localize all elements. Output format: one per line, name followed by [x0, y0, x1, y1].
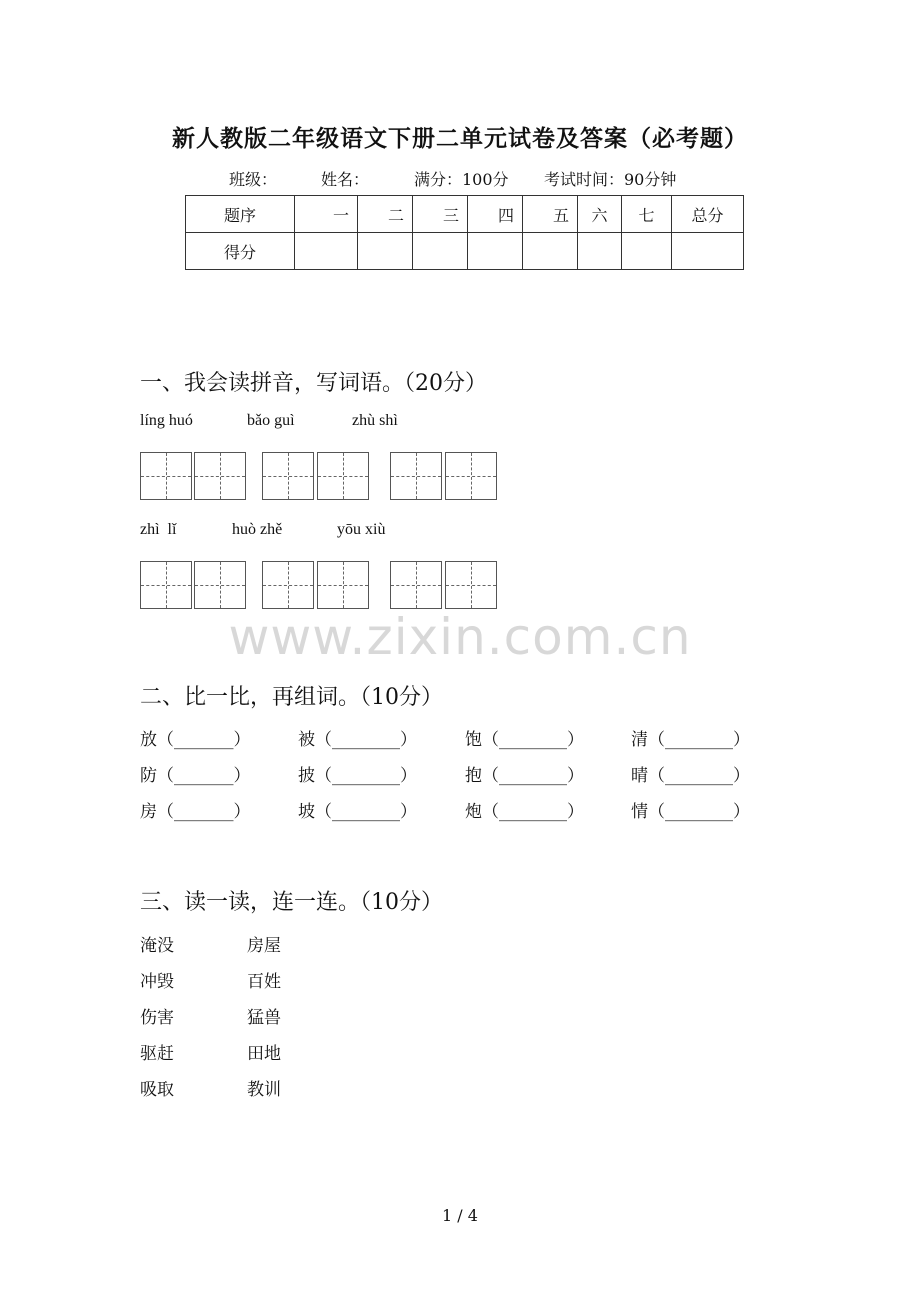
match-left-item[interactable]: 淹没: [140, 936, 174, 956]
section3-heading: 三、读一读，连一连。（10分）: [140, 890, 443, 915]
writing-grid-box[interactable]: [194, 561, 246, 609]
header-cell: 四: [468, 196, 523, 233]
compare-item[interactable]: 防（_______）: [140, 766, 251, 786]
section1-heading: 一、我会读拼音，写词语。（20分）: [140, 371, 487, 396]
compare-item[interactable]: 抱（________）: [465, 766, 584, 786]
writing-grid-box[interactable]: [194, 452, 246, 500]
score-cell[interactable]: [468, 233, 523, 270]
compare-item[interactable]: 被（________）: [298, 730, 417, 750]
compare-item[interactable]: 晴（________）: [631, 766, 750, 786]
header-cell: 题序: [186, 196, 295, 233]
writing-grid-box[interactable]: [317, 561, 369, 609]
compare-item[interactable]: 房（_______）: [140, 802, 251, 822]
section2-heading: 二、比一比，再组词。（10分）: [140, 685, 443, 710]
score-table-score-row: [186, 233, 744, 270]
pinyin-label: zhì lǐ: [140, 521, 177, 538]
writing-grid-box[interactable]: [445, 561, 497, 609]
header-cell: 一: [295, 196, 358, 233]
writing-grid-box[interactable]: [262, 561, 314, 609]
score-cell[interactable]: [622, 233, 672, 270]
score-cell[interactable]: [672, 233, 744, 270]
match-left-item[interactable]: 驱赶: [140, 1044, 174, 1064]
page-title: 新人教版二年级语文下册二单元试卷及答案（必考题）: [172, 125, 748, 152]
writing-grid-box[interactable]: [390, 561, 442, 609]
match-right-item[interactable]: 田地: [247, 1044, 281, 1064]
match-left-item[interactable]: 伤害: [140, 1008, 174, 1028]
header-cell: 三: [413, 196, 468, 233]
writing-grid-box[interactable]: [390, 452, 442, 500]
writing-grid-box[interactable]: [317, 452, 369, 500]
pinyin-label: líng huó: [140, 412, 193, 429]
writing-grid-box[interactable]: [140, 452, 192, 500]
header-cell: 五: [523, 196, 578, 233]
header-cell: 二: [358, 196, 413, 233]
match-right-item[interactable]: 猛兽: [247, 1008, 281, 1028]
compare-item[interactable]: 炮（________）: [465, 802, 584, 822]
compare-item[interactable]: 饱（________）: [465, 730, 584, 750]
match-left-item[interactable]: 吸取: [140, 1080, 174, 1100]
compare-item[interactable]: 坡（________）: [298, 802, 417, 822]
pinyin-label: yōu xiù: [337, 521, 386, 538]
pinyin-label: huò zhě: [232, 521, 283, 538]
match-right-item[interactable]: 教训: [247, 1080, 281, 1100]
page-number: 1 / 4: [442, 1206, 478, 1225]
compare-item[interactable]: 放（_______）: [140, 730, 251, 750]
header-cell: 七: [622, 196, 672, 233]
compare-item[interactable]: 披（________）: [298, 766, 417, 786]
class-label: 班级：: [229, 170, 278, 189]
writing-grid-box[interactable]: [445, 452, 497, 500]
exam-time-label: 考试时间：90分钟: [544, 170, 677, 189]
watermark: www.zixin.com.cn: [228, 608, 692, 666]
header-cell: 六: [578, 196, 622, 233]
full-score-label: 满分：100分: [414, 170, 509, 189]
pinyin-label: bǎo guì: [247, 412, 295, 429]
header-cell: 总分: [672, 196, 744, 233]
compare-item[interactable]: 情（________）: [631, 802, 750, 822]
score-cell[interactable]: [413, 233, 468, 270]
score-cell[interactable]: [358, 233, 413, 270]
score-table-header-row: [186, 196, 744, 233]
score-cell[interactable]: [578, 233, 622, 270]
name-label: 姓名：: [321, 170, 370, 189]
match-right-item[interactable]: 百姓: [247, 972, 281, 992]
writing-grid-box[interactable]: [262, 452, 314, 500]
writing-grid-box[interactable]: [140, 561, 192, 609]
pinyin-label: zhù shì: [352, 412, 398, 429]
score-cell[interactable]: [295, 233, 358, 270]
row-label-cell: 得分: [186, 233, 295, 270]
score-table: [185, 195, 744, 270]
score-cell[interactable]: [523, 233, 578, 270]
compare-item[interactable]: 清（________）: [631, 730, 750, 750]
match-right-item[interactable]: 房屋: [247, 936, 281, 956]
match-left-item[interactable]: 冲毁: [140, 972, 174, 992]
